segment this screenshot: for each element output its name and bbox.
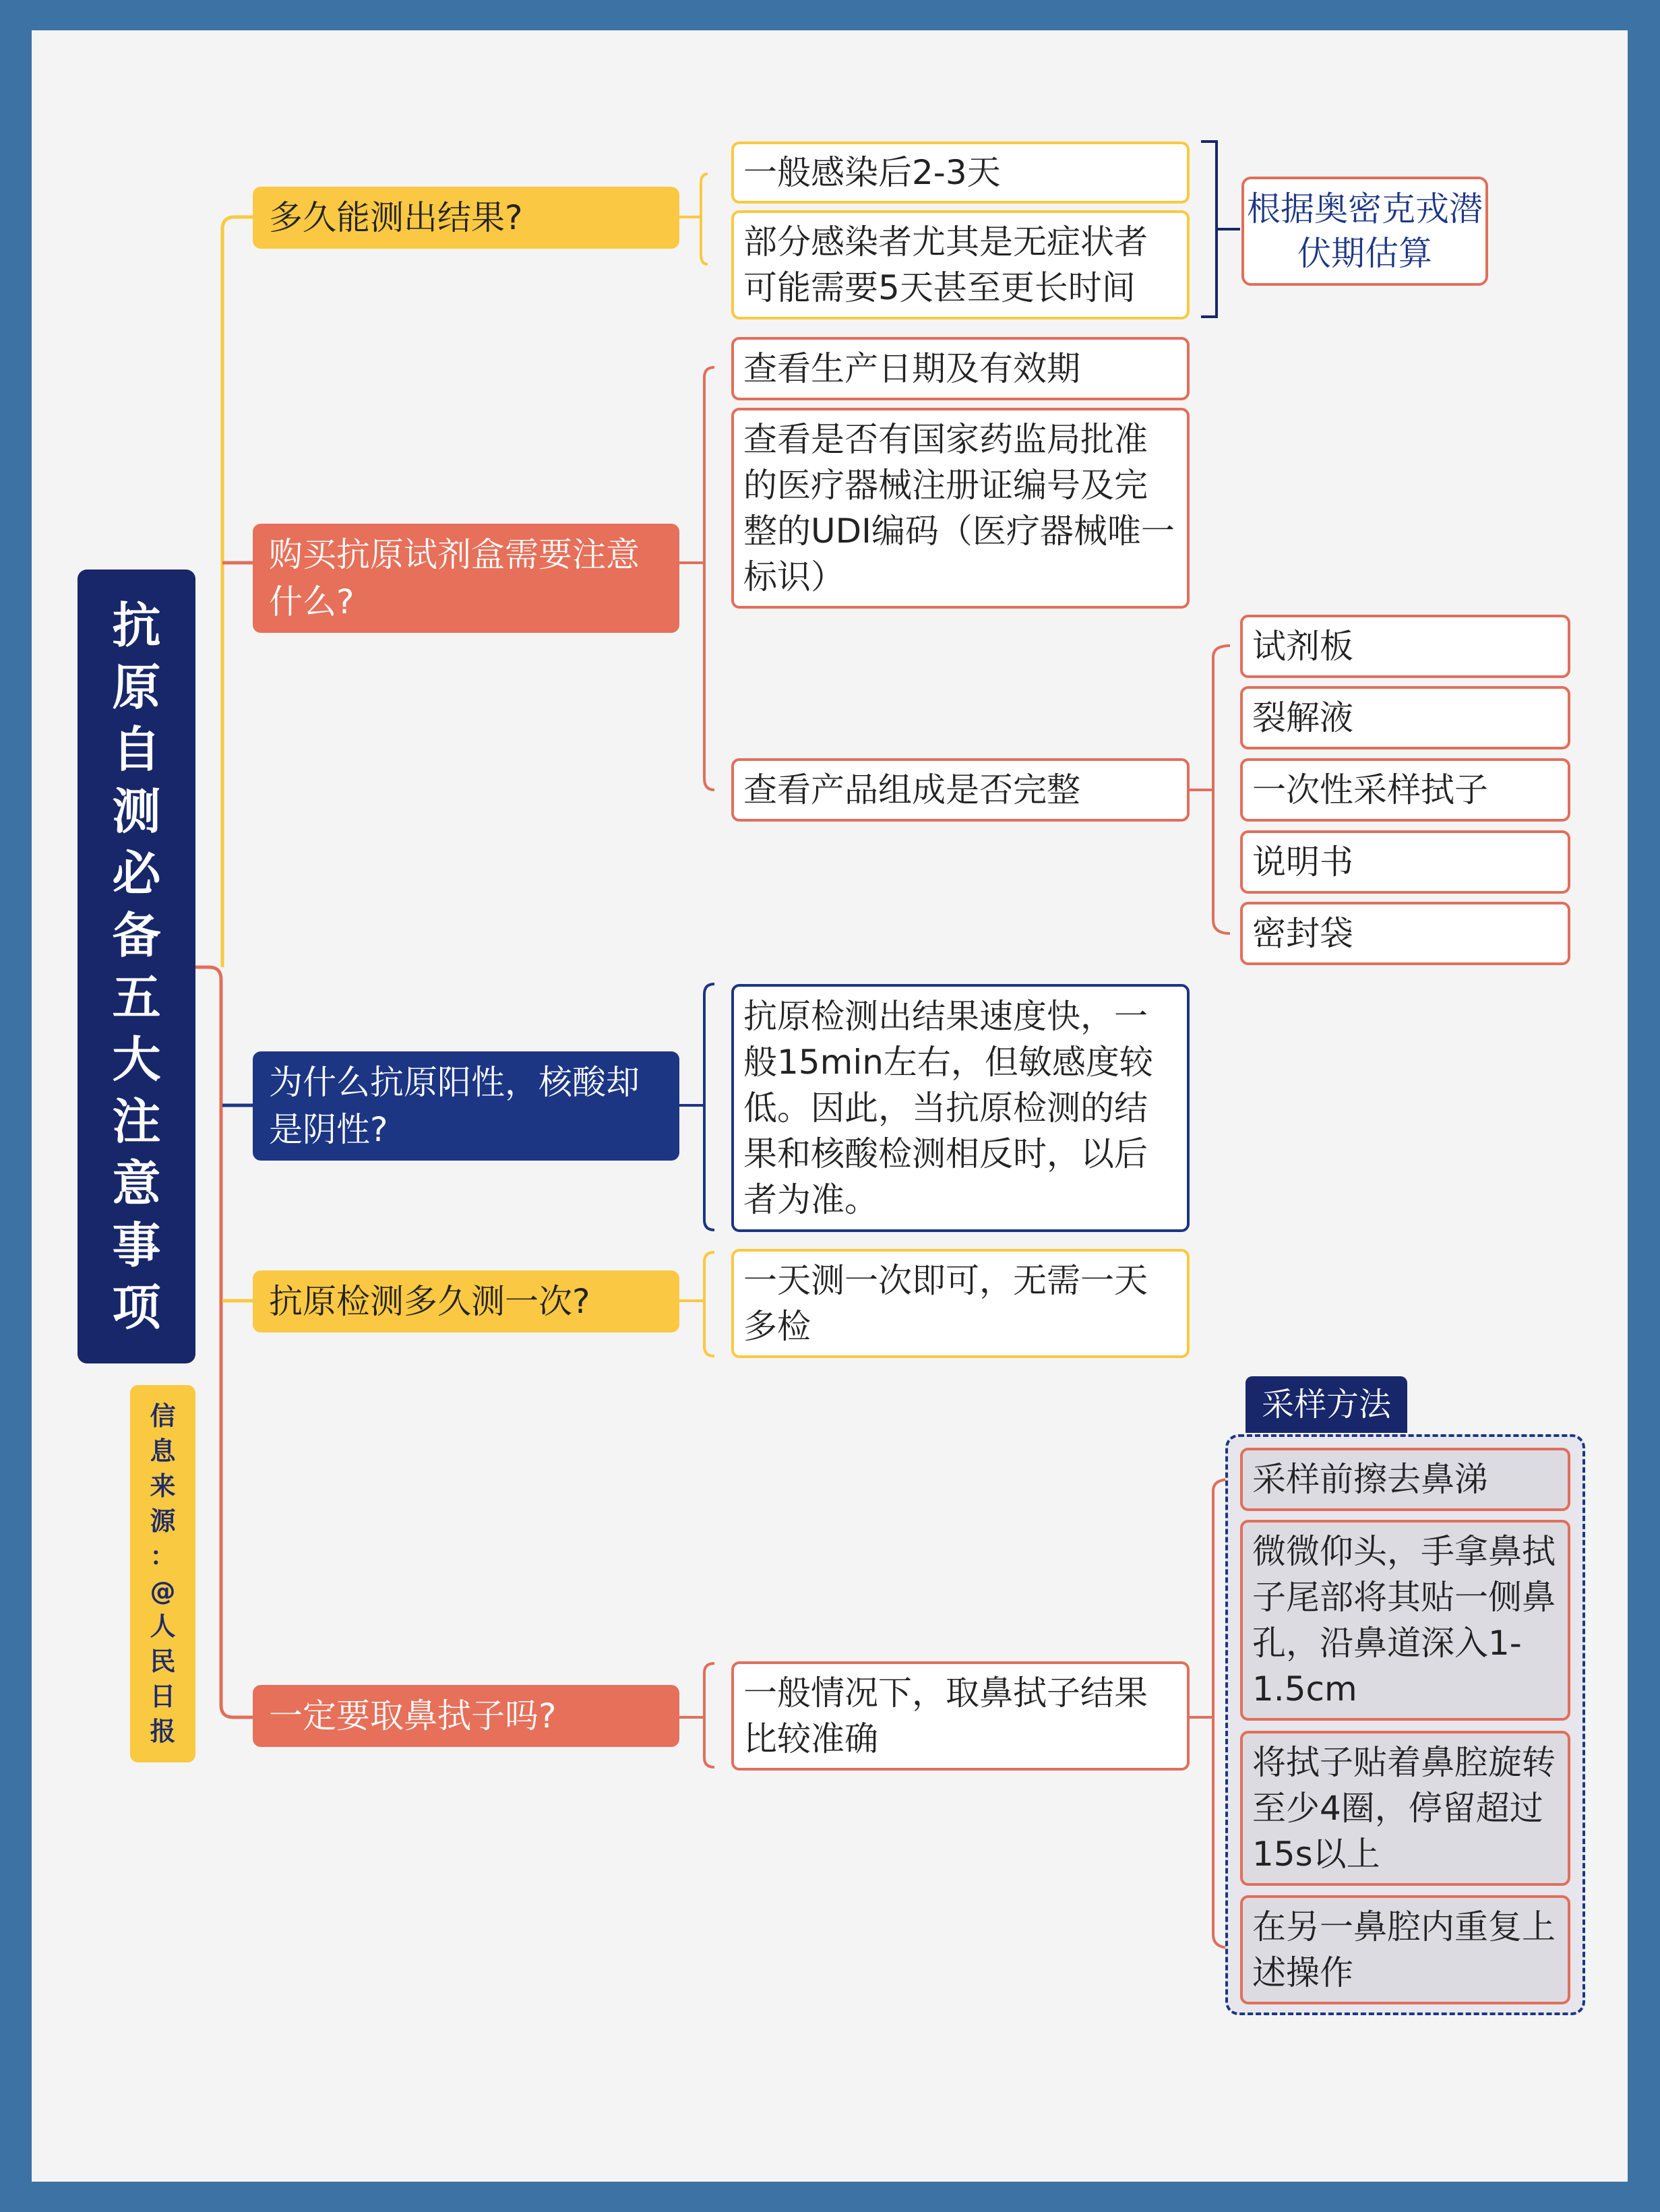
bracket-b5	[704, 1663, 714, 1767]
method-label: 采样方法	[1246, 1376, 1407, 1433]
bracket-b3	[704, 984, 714, 1230]
source-label	[130, 1385, 195, 1762]
title-char: 大	[112, 1031, 161, 1088]
title-char: 抗	[112, 597, 161, 654]
source-char: 报	[150, 1717, 176, 1746]
title-char: 注	[112, 1093, 161, 1150]
bracket-b1	[701, 174, 708, 264]
question-5	[253, 1685, 679, 1747]
title-char: 原	[112, 659, 161, 716]
title-char: 项	[112, 1279, 161, 1336]
note-incubation: 根据奥密克戎潜伏期估算	[1241, 177, 1488, 286]
component-4: 说明书	[1240, 830, 1570, 894]
method-step-4: 在另一鼻腔内重复上述操作	[1240, 1895, 1570, 2004]
question-4-text: 抗原检测多久测一次?	[269, 1282, 590, 1321]
source-char: ：	[150, 1541, 176, 1571]
bracket-b4	[704, 1252, 714, 1356]
title-char: 备	[112, 907, 161, 964]
answer-2-3: 查看产品组成是否完整	[731, 758, 1190, 822]
main-title	[78, 570, 195, 1363]
trunk-line-coral	[195, 967, 253, 1717]
source-char: 民	[150, 1647, 176, 1676]
bracket-b2	[704, 367, 714, 790]
answer-3-1: 抗原检测出结果速度快，一般15min左右，但敏感度较低。因此，当抗原检测的结果和核酸检测相反时，以后者为准。	[731, 984, 1190, 1232]
question-1-text: 多久能测出结果?	[269, 198, 523, 237]
bracket-components	[1213, 646, 1230, 933]
component-5: 密封袋	[1240, 902, 1570, 965]
question-1	[253, 187, 679, 249]
component-2: 裂解液	[1240, 686, 1570, 749]
source-char: 来	[150, 1471, 176, 1501]
title-char: 意	[112, 1155, 161, 1212]
answer-2-1: 查看生产日期及有效期	[731, 337, 1190, 400]
question-2	[253, 524, 679, 633]
question-3	[253, 1051, 679, 1161]
title-char: 必	[112, 845, 161, 902]
method-step-2: 微微仰头，手拿鼻拭子尾部将其贴一侧鼻孔，沿鼻道深入1-1.5cm	[1240, 1520, 1570, 1721]
question-4	[253, 1270, 679, 1332]
component-3: 一次性采样拭子	[1240, 758, 1570, 822]
source-char: @	[150, 1576, 176, 1606]
trunk-line-yellow	[222, 217, 253, 967]
source-char: 信	[150, 1401, 176, 1431]
method-step-3: 将拭子贴着鼻腔旋转至少4圈，停留超过15s以上	[1240, 1731, 1570, 1886]
answer-1-2: 部分感染者尤其是无症状者可能需要5天甚至更长时间	[731, 210, 1190, 319]
source-char: 息	[150, 1436, 176, 1466]
answer-2-2: 查看是否有国家药监局批准的医疗器械注册证编号及完整的UDI编码（医疗器械唯一标识）	[731, 408, 1190, 609]
title-char: 测	[112, 783, 161, 840]
component-1: 试剂板	[1240, 615, 1570, 678]
answer-4-1: 一天测一次即可，无需一天多检	[731, 1249, 1190, 1358]
source-char: 日	[150, 1682, 176, 1711]
source-char: 人	[150, 1611, 176, 1641]
question-5-text: 一定要取鼻拭子吗?	[269, 1696, 557, 1735]
title-char: 自	[112, 721, 161, 778]
answer-5-1: 一般情况下，取鼻拭子结果比较准确	[731, 1661, 1190, 1771]
question-2-text: 购买抗原试剂盒需要注意什么?	[269, 535, 640, 621]
title-char: 五	[112, 969, 161, 1026]
answer-1-1: 一般感染后2-3天	[731, 142, 1190, 204]
question-3-text: 为什么抗原阳性，核酸却是阴性?	[269, 1063, 640, 1149]
title-char: 事	[112, 1217, 161, 1274]
bracket-note	[1201, 142, 1240, 317]
method-step-1: 采样前擦去鼻涕	[1240, 1448, 1570, 1511]
source-char: 源	[150, 1506, 176, 1536]
